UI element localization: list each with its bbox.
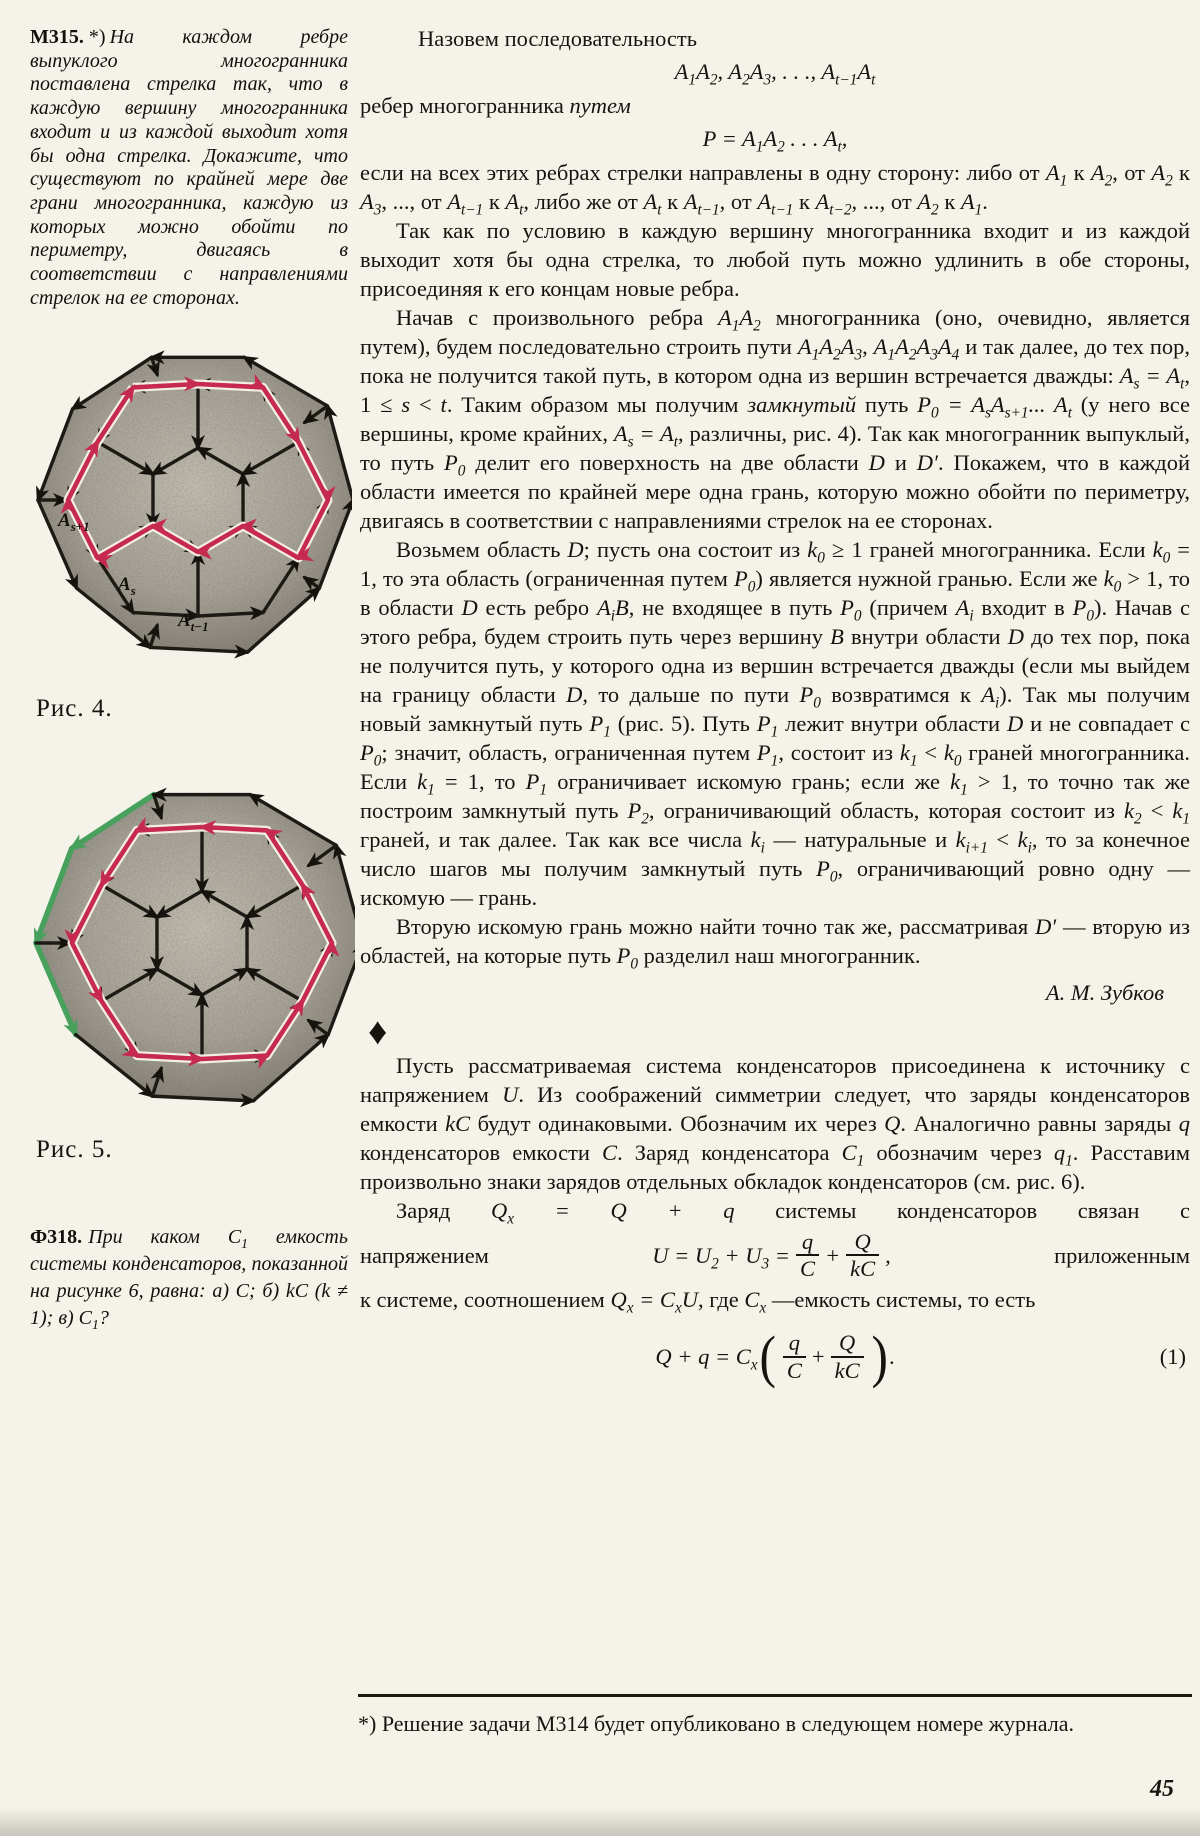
fraction-Q-over-kC	[831, 1330, 864, 1382]
fraction-numerator: q	[796, 1229, 819, 1256]
problem-m315-label: М315.	[30, 26, 84, 48]
footnote	[358, 1694, 1192, 1738]
equation-1: $Q + q = C_x$ ( $\frac{q}{C}$ + $\frac{Q}{kC}$ ) . (1)	[655, 1323, 1186, 1389]
author-signature: А. М. Зубков	[1045, 980, 1164, 1005]
voltage-line-tail: приложенным	[1054, 1242, 1190, 1268]
footnote-marker: *)	[88, 26, 106, 48]
voltage-formula	[652, 1229, 891, 1281]
plus-sign: +	[824, 1242, 841, 1268]
paragraph-between: ребер многогранника путем	[360, 93, 631, 118]
vertex-label-as: $A_s$	[118, 574, 136, 599]
problem-f318-label: Ф318.	[30, 1226, 83, 1249]
paragraph-1: если на всех этих ребрах стрелки направлены в одну сторону: либо от $A_1$ к $A_2$, от $A_2$ к $A_3$, ..., от $A_{t-1}$ к $A_t$, либо же от $A_t$ к $A_{t-1}$, от $A_{t-1}$ к $A_{t-2}$, ..., от $A_2$ к $A_1$.	[360, 160, 1190, 219]
paragraph-intro: Назовем последовательность	[418, 26, 698, 51]
problem-m315-body: На каждом ребре выпуклого многогранника поставлена стрелка так, что в каждую вершину многогранника входит и из каждой выходит хотя бы одна стрелка. Докажите, что существуют по крайней мере две грани многогранника, каждую из которых можно обойти по периметру, двигаясь в соответствии с направлениями стрелок на ее сторонах.	[30, 26, 348, 309]
page-number: 45	[1150, 1776, 1174, 1802]
fraction-denominator: kC	[834, 1357, 860, 1383]
voltage-formula-mid: $U = U_2 + U_3$ =	[652, 1242, 790, 1273]
comma: ,	[885, 1242, 891, 1268]
paragraph-capacitors-2: к системе, соотношением $Q_x = C_xU$, где $C_x$ —емкость системы, то есть	[360, 1287, 1036, 1317]
paragraph-5: Вторую искомую грань можно найти точно так же, рассматривая D′ — вторую из областей, на которые путь $P_0$ разделил наш многогранник.	[360, 914, 1190, 973]
paragraph-4: Возьмем область D; пусть она состоит из $k_0 \ge 1$ граней многогранника. Если $k_0 = 1$, то эта область (ограниченная путем $P_0$) является нужной гранью. Если же $k_0 > 1$, то в области D есть ребро $A_iB$, не входящее в путь $P_0$ (причем $A_i$ входит в $P_0$). Начав с этого ребра, будем строить путь через вершину B внутри области D до тех пор, пока не получится путь, у которого одна из вершин встречается дважды (если мы выйдем на границу области D, то дальше по пути $P_0$ возвратимся к $A_i$). Так мы получим новый замкнутый путь $P_1$ (рис. 5). Путь $P_1$ лежит внутри области D и не совпадает с $P_0$; значит, область, ограниченная путем $P_1$, состоит из $k_1 < k_0$ граней многогранника. Если $k_1 = 1$, то $P_1$ ограничивает искомую грань; если же $k_1 > 1$, то точно так же построим замкнутый путь $P_2$, ограничивающий область, которая состоит из $k_2 < k_1$ граней, и так далее. Так как все числа $k_i$ — натуральные и $k_{i+1} < k_i$, то за конечное число шагов мы получим замкнутый путь $P_0$, ограничивающий ровно одну — искомую — грань.	[360, 537, 1190, 910]
plus-sign: +	[811, 1344, 825, 1370]
voltage-line-lead: напряжением	[360, 1242, 489, 1268]
equation-number: (1)	[1159, 1344, 1186, 1370]
left-column	[30, 26, 348, 1332]
formula-path: $P = A_1A_2$ . . . $A_t$,	[702, 126, 848, 156]
equation-dot: .	[888, 1344, 895, 1370]
problem-f318	[30, 1224, 348, 1332]
problem-f318-body: При каком $C_1$ емкость системы конденсаторов, показанной на рисунке 6, равна: а) C; б) kC (k ≠ 1); в) $C_1$?	[30, 1226, 348, 1333]
fraction-Q-over-kC	[846, 1229, 879, 1281]
fraction-denominator: C	[786, 1357, 802, 1383]
fraction-numerator: Q	[831, 1330, 864, 1357]
formula-sequence: $A_1A_2$, $A_2A_3$, . . ., $A_{t-1}A_t$	[674, 59, 876, 89]
voltage-equation-line	[360, 1229, 1190, 1281]
figure-4	[30, 314, 348, 723]
fraction-numerator: q	[783, 1330, 806, 1357]
fraction-q-over-C	[796, 1229, 819, 1281]
vertex-label-at-1: $A_{t-1}$	[178, 610, 209, 635]
paragraph-charge-line: Заряд $Q_x = Q + q$ системы конденсаторов связан с	[396, 1198, 1190, 1228]
vertex-label-as+1: $A_{s+1}$	[58, 510, 90, 535]
paragraph-2: Так как по условию в каждую вершину многогранника входит и из каждой выходит хотя бы одна стрелка, то любой путь можно удлинить в обе стороны, присоединяя к его концам новые ребра.	[360, 218, 1190, 301]
fraction-numerator: Q	[846, 1229, 879, 1256]
fraction-denominator: kC	[850, 1256, 876, 1282]
problem-m315	[30, 26, 348, 310]
equation-1-lhs: $Q + q = C_x$	[655, 1344, 758, 1374]
fraction-q-over-C	[783, 1330, 806, 1382]
footnote-text: *) Решение задачи М314 будет опубликовано в следующем номере журнала.	[358, 1711, 1074, 1736]
right-column	[360, 24, 1191, 1389]
figure-5-polyhedron-image	[30, 743, 355, 1119]
figure-5-caption: Рис. 5.	[36, 1136, 113, 1164]
figure-4-caption: Рис. 4.	[36, 695, 113, 723]
paragraph-3: Начав с произвольного ребра $A_1A_2$ многогранника (оно, очевидно, является путем), будем последовательно строить пути $A_1A_2A_3$, $A_1A_2A_3A_4$ и так далее, до тех пор, пока не получится такой путь, в котором одна из вершин встречается дважды: $A_s = A_t$, 1 ≤ s < t. Таким образом мы получим замкнутый путь $P_0 = A_sA_{s+1}$... $A_t$ (у него все вершины, кроме крайних, $A_s = A_t$, различны, рис. 4). Так как многогранник выпуклый, то путь $P_0$ делит его поверхность на две области D и D′. Покажем, что в каждой области имеется по крайней мере одна грань, которую можно обойти по периметру, двигаясь в соответствии с направлениями стрелок на ее сторонах.	[360, 305, 1191, 533]
figure-5	[30, 743, 348, 1164]
paragraph-capacitors-1: Пусть рассматриваемая система конденсаторов присоединена к источнику с напряжением U. Из соображений симметрии следует, что заряды конденсаторов емкости kC будут одинаковыми. Обозначим их через Q. Аналогично равны заряды q конденсаторов емкости C. Заряд конденсатора $C_1$ обозначим через $q_1$. Расставим произвольно знаки зарядов отдельных обкладок конденсаторов (см. рис. 6).	[360, 1053, 1190, 1194]
fraction-denominator: C	[799, 1256, 815, 1282]
diamond-divider-icon: ♦	[368, 1011, 388, 1053]
